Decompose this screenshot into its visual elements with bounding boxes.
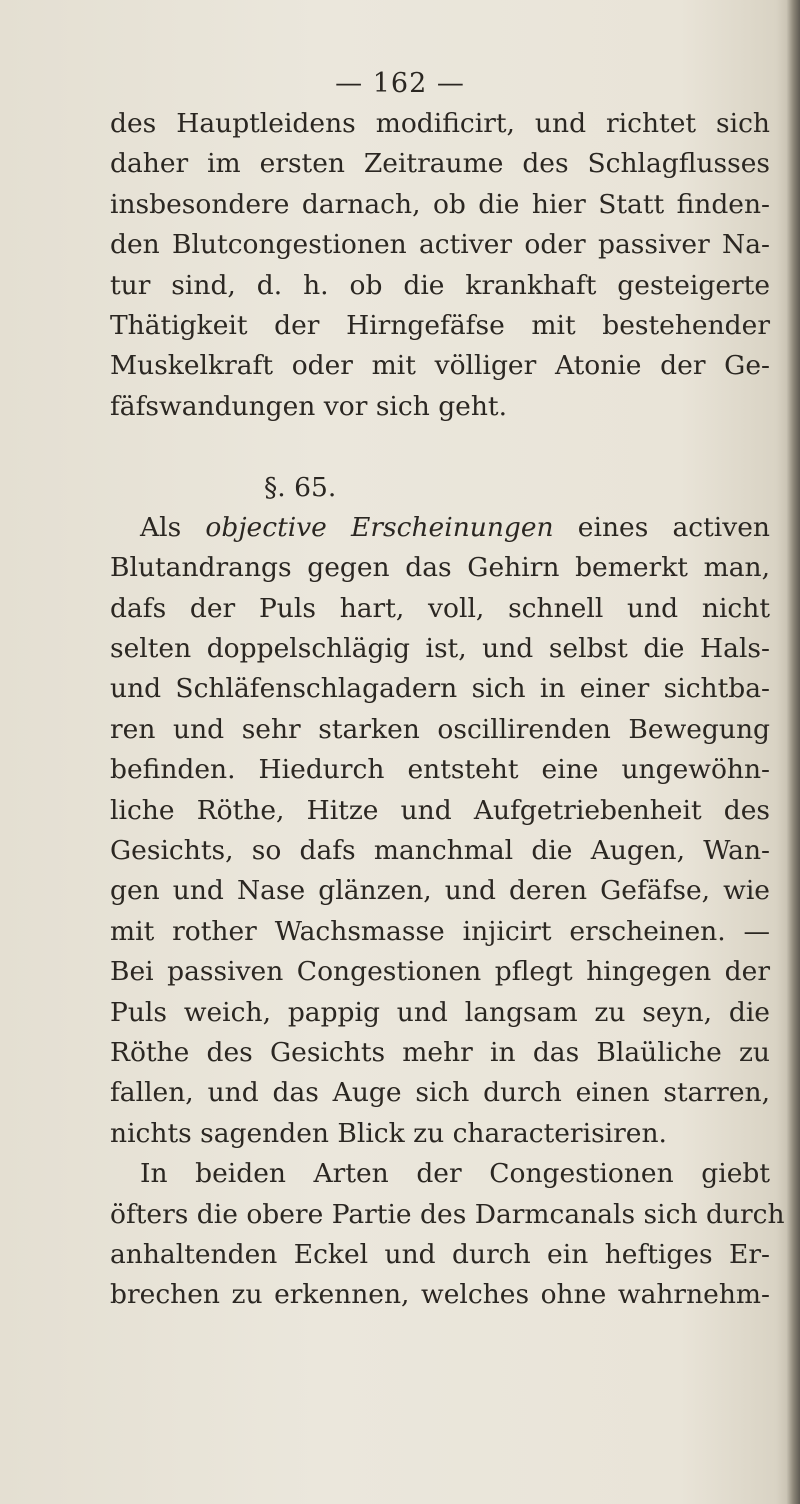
text-line bbox=[110, 508, 770, 548]
text-line: insbesondere darnach, ob die hier Statt finden- bbox=[110, 188, 770, 220]
text-line: Muskelkraft oder mit völliger Atonie der Ge- bbox=[110, 350, 770, 382]
text-line: den Blutcongestionen activer oder passiver Na- bbox=[110, 229, 770, 261]
text-line: Thätigkeit der Hirngefäfse mit bestehender bbox=[110, 309, 770, 341]
text-line: selten doppelschlägig ist, und selbst die Hals- bbox=[110, 633, 770, 665]
text-line: Gesichts, so dafs manchmal die Augen, Wan- bbox=[110, 835, 770, 867]
text-line: daher im ersten Zeitraume des Schlagflusses bbox=[110, 148, 770, 180]
text-line: Bei passiven Congestionen pflegt hingegen der bbox=[110, 956, 770, 988]
text-line: tur sind, d. h. ob die krankhaft gesteigerte bbox=[110, 269, 770, 301]
text-line: Blutandrangs gegen das Gehirn bemerkt man, bbox=[110, 552, 770, 584]
text-line: fäfswandungen vor sich geht. bbox=[110, 390, 508, 422]
text-line: Puls weich, pappig und langsam zu seyn, die bbox=[110, 996, 770, 1028]
text-line: fallen, und das Auge sich durch einen starren, bbox=[110, 1077, 770, 1109]
emphasis-text: objective Erscheinungen bbox=[205, 511, 554, 543]
text-line: des Hauptleidens modificirt, und richtet sich bbox=[110, 108, 770, 139]
text-line: Röthe des Gesichts mehr in das Blaüliche zu bbox=[110, 1036, 770, 1068]
text-line: befinden. Hiedurch entsteht eine ungewöhn- bbox=[110, 754, 770, 786]
text-run: eines activen bbox=[553, 511, 770, 543]
page-edge-shadow bbox=[786, 0, 800, 1504]
text-line: öfters die obere Partie des Darmcanals sich durch bbox=[110, 1198, 785, 1230]
text-run: Als bbox=[140, 511, 206, 543]
text-line: und Schläfenschlagadern sich in einer sichtba- bbox=[110, 673, 770, 705]
text-line: anhaltenden Eckel und durch ein heftiges Er- bbox=[110, 1238, 770, 1270]
section-heading: §. 65. bbox=[264, 471, 337, 503]
text-line: nichts sagenden Blick zu characterisiren. bbox=[110, 1117, 667, 1149]
text-line: In beiden Arten der Congestionen giebt bbox=[140, 1158, 770, 1190]
body-text bbox=[110, 104, 785, 1316]
text-line: mit rother Wachsmasse injicirt erscheinen. — bbox=[110, 915, 770, 947]
text-line: ren und sehr starken oscillirenden Bewegung bbox=[110, 713, 770, 745]
text-line: dafs der Puls hart, voll, schnell und nicht bbox=[110, 592, 770, 624]
page-number: — 162 — bbox=[335, 68, 465, 99]
text-line: liche Röthe, Hitze und Aufgetriebenheit des bbox=[110, 794, 770, 826]
text-line: gen und Nase glänzen, und deren Gefäfse, wie bbox=[110, 875, 770, 907]
text-line: brechen zu erkennen, welches ohne wahrnehm- bbox=[110, 1279, 770, 1311]
